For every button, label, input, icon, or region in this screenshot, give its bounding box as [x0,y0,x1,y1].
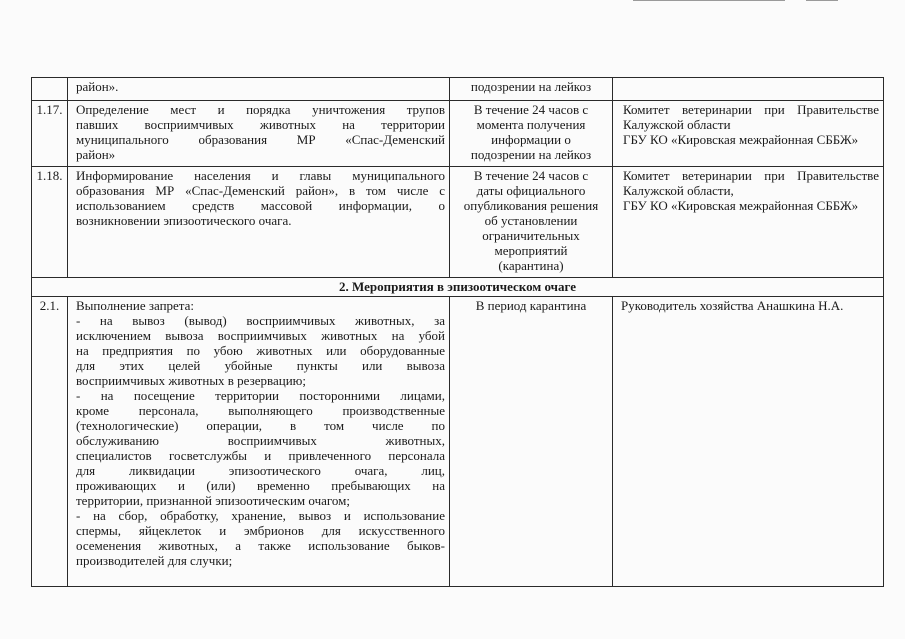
section-header-row [32,278,884,297]
row-term: подозрении на лейкоз [450,78,613,101]
header-rule-left [633,0,785,1]
table-row [32,78,884,101]
row-responsible: Комитет ветеринарии при Правительстве Калужской области, ГБУ КО «Кировская межрайонная СББЖ» [613,167,884,278]
table-row [32,167,884,278]
row-description: Выполнение запрета: - на вывоз (вывод) восприимчивых животных, за исключением вывоза восприимчивых животных на убой на предприятия по убою животных или оборудованные для этих целей убойные пункты или вывоза восприимчивых животных в резервацию; - на посещение территории посторонними лицами, кроме персонала, выполняющего производственные (технологические) операции, в том числе по обслуживанию восприимчивых животных, специалистов госветслужбы и привлеченного персонала для ликвидации эпизоотического очага, лиц, проживающих и (или) временно пребывающих на территории, признанной эпизоотическим очагом; - на сбор, обработку, хранение, вывоз и использование спермы, яйцеклеток и эмбрионов для искусственного осеменения животных, а также использование быков- производителей для случки; [68,297,450,587]
header-rule-right [806,0,838,1]
row-responsible: Комитет ветеринарии при Правительстве Калужской области ГБУ КО «Кировская межрайонная СББЖ» [613,101,884,167]
row-responsible [613,78,884,101]
row-description: Информирование населения и главы муниципального образования МР «Спас-Деменский район», в том числе с использованием средств массовой информации, о возникновении эпизоотического очага. [68,167,450,278]
row-number [32,78,68,101]
row-responsible: Руководитель хозяйства Анашкина Н.А. [613,297,884,587]
table-row [32,101,884,167]
row-number: 2.1. [32,297,68,587]
row-number: 1.18. [32,167,68,278]
row-term: В течение 24 часов с даты официального опубликования решения об установлении ограничительных мероприятий (карантина) [450,167,613,278]
row-term: В период карантина [450,297,613,587]
row-number: 1.17. [32,101,68,167]
measures-table [31,77,884,587]
row-term: В течение 24 часов с момента получения информации о подозрении на лейкоз [450,101,613,167]
section-title: 2. Мероприятия в эпизоотическом очаге [32,278,884,297]
row-description: район». [68,78,450,101]
table-row [32,297,884,587]
row-description: Определение мест и порядка уничтожения трупов павших восприимчивых животных на территории муниципального образования МР «Спас-Деменский район» [68,101,450,167]
